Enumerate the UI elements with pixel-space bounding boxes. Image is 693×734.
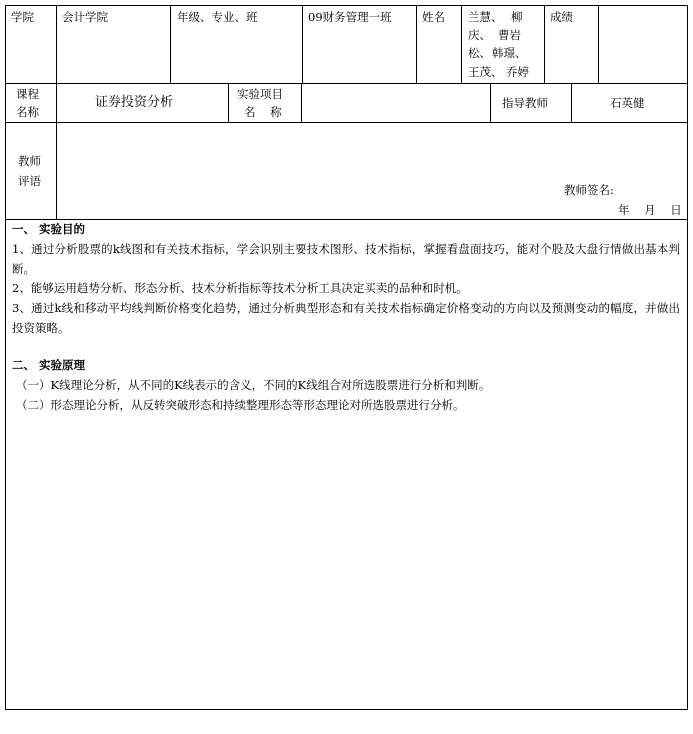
student-name: 庆、 [468, 28, 491, 42]
col-divider [598, 6, 599, 83]
section-title: 二、 实验原理 [12, 358, 86, 372]
comment-label: 评语 [18, 174, 41, 188]
student-name: 曹岩 [498, 28, 521, 42]
project-label: 实验项目 [237, 87, 283, 101]
grade-major-class-value: 09财务管理一班 [308, 10, 392, 24]
objective-item: 2、能够运用趋势分析、形态分析、技术分析指标等技术分析工具决定买卖的品种和时机。 [12, 281, 468, 295]
col-divider [544, 6, 545, 83]
col-divider [416, 6, 417, 83]
report-form [5, 5, 688, 710]
col-divider [56, 122, 57, 219]
col-divider [571, 83, 572, 122]
student-name: 松、 [468, 46, 491, 60]
col-divider [56, 6, 57, 83]
project-label: 名 称 [244, 105, 282, 119]
objective-item: 3、通过k线和移动平均线判断价格变化趋势，通过分析典型形态和有关技术指标确定价格变动的方向以及预测变动的幅度，并做出投资策略。 [12, 301, 680, 335]
student-name: 兰慧、 [468, 10, 503, 24]
advisor-label: 指导教师 [502, 96, 548, 110]
student-name: 柳 [511, 10, 523, 24]
name-label: 姓名 [422, 10, 445, 24]
col-divider [302, 6, 303, 83]
objective-item: 1、通过分析股票的k线图和有关技术指标，学会识别主要技术图形、技术指标，掌握看盘面技巧，能对个股及大盘行情做出基本判断。 [12, 242, 680, 276]
signature-date: 年 月 日 [618, 203, 682, 217]
course-label: 课程 [16, 87, 39, 101]
college-label: 学院 [11, 10, 34, 24]
principle-item: （二）形态理论分析，从反转突破形态和持续整理形态等形态理论对所选股票进行分析。 [16, 398, 465, 412]
student-name: 韩璟、 [492, 46, 527, 60]
row-divider-1 [6, 83, 687, 84]
col-divider [170, 6, 171, 83]
signature-label: 教师签名: [564, 183, 614, 197]
advisor-value: 石英健 [610, 96, 645, 110]
student-name: 王茂、 [468, 65, 503, 79]
col-divider [461, 6, 462, 83]
principle-item: （一）K线理论分析，从不同的K线表示的含义，不同的K线组合对所选股票进行分析和判断。 [16, 378, 491, 392]
section-title: 一、 实验目的 [12, 222, 86, 236]
score-label: 成绩 [550, 10, 573, 24]
row-divider-2 [6, 122, 687, 123]
col-divider [490, 83, 491, 122]
col-divider [228, 83, 229, 122]
comment-label: 教师 [18, 154, 41, 168]
col-divider [301, 83, 302, 122]
student-name: 乔婷 [506, 65, 529, 79]
grade-major-class-label: 年级、专业、班 [177, 10, 258, 24]
row-divider-3 [6, 219, 687, 220]
col-divider [56, 83, 57, 122]
course-value: 证券投资分析 [95, 95, 174, 110]
college-value: 会计学院 [62, 10, 108, 24]
course-label: 名称 [16, 105, 39, 119]
